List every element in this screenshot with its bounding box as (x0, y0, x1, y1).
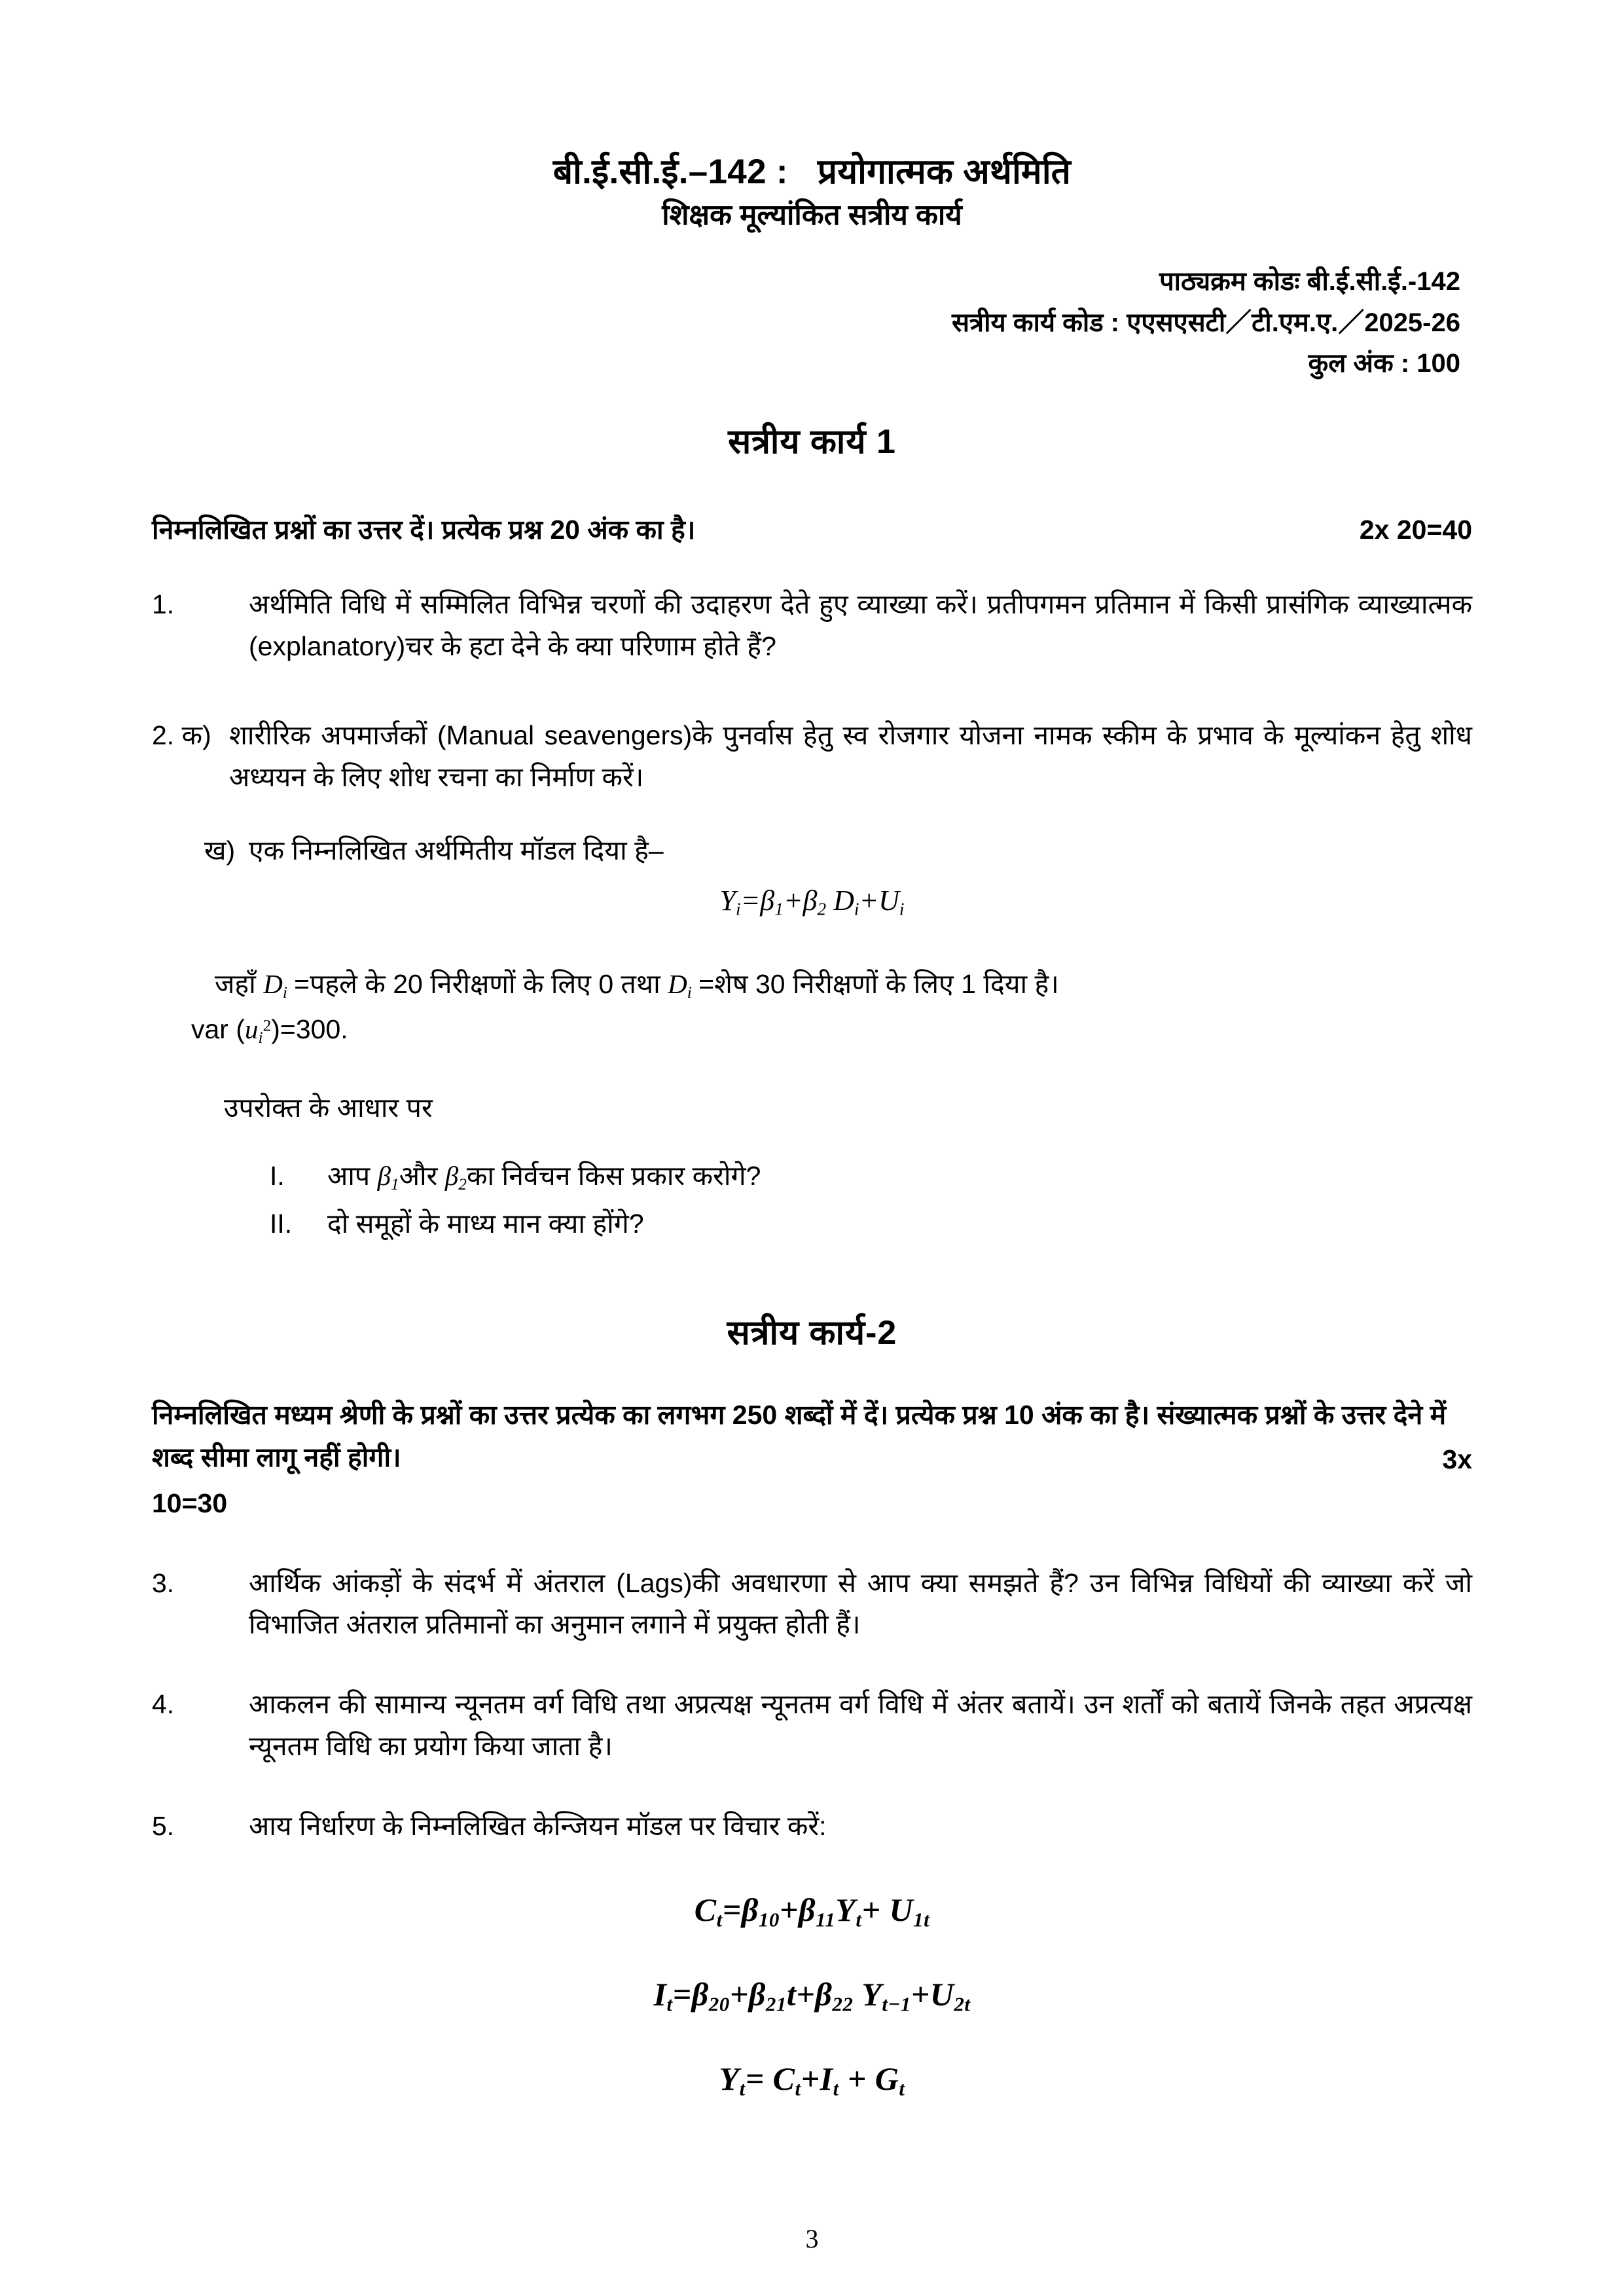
equation-consumption: $C_t=\beta_{10}+\beta_{11}Y_t+ U_{1t}$ (694, 1891, 930, 1931)
question-sub-text: एक निम्नलिखित अर्थमितीय मॉडल दिया है– (249, 835, 664, 866)
question-text: आय निर्धारण के निम्नलिखित केन्जियन मॉडल पर विचार करें: (249, 1811, 827, 1842)
course-code-line: पाठ्यक्रम कोडः बी.ई.सी.ई.-142 (1159, 267, 1460, 297)
question-item (152, 1806, 1472, 1848)
dummy-variable-definition (152, 962, 1472, 1006)
question-number: 4. (152, 1689, 175, 1720)
symbol-di: $D_i$ (263, 969, 287, 1002)
assignment-2-heading: सत्रीय कार्य-2 (727, 1314, 897, 1353)
assignment-meta-block (152, 261, 1472, 384)
question-text: आकलन की सामान्य न्यूनतम वर्ग विधि तथा अप्रत्यक्ष न्यूनतम वर्ग विधि में अंतर बतायें। उन शर्तों को बतायें जिनके तहत अप्रत्यक्ष न्यूनतम विधि का प्रयोग किया जाता है। (249, 1689, 1472, 1762)
based-on-above-label: उपरोक्त के आधार पर (224, 1092, 433, 1123)
question-number: 1. (152, 589, 175, 619)
roman-item-text: आप $\beta_1और$ $\beta_2का$ निर्वचन किस प्रकार करोगे? (327, 1160, 761, 1194)
equation-investment: $I_t=\beta_{20}+\beta_{21}t+\beta_{22}$ $Y_{t-1}+U_{2t}$ (653, 1975, 971, 2016)
page-number: 3 (805, 2224, 819, 2253)
question-text: अर्थमिति विधि में सम्मिलित विभिन्न चरणों की उदाहरण देते हुए व्याख्या करें। प्रतीपगमन प्रतिमान में किसी प्रासंगिक व्याख्यात्मक (explanatory)चर के हटा देने के क्या परिणाम होते हैं? (249, 589, 1472, 661)
question-text: शारीरिक अपमार्जकों (Manual seavengers)के पुनर्वास हेतु स्व रोजगार योजना नामक स्कीम के प्रभाव के मूल्यांकन हेतु शोध अध्ययन के लिए शोध रचना का निर्माण करें। (229, 720, 1472, 792)
assignment-1-marks-note: 2x 20=40 (1359, 514, 1472, 545)
assignment-code-line: सत्रीय कार्य कोड : एएसएसटी／टी.एम.ए.／2025-26 (952, 308, 1460, 337)
question-item (152, 1563, 1472, 1647)
where-clause-1: =पहले के 20 निरीक्षणों के लिए 0 तथा (294, 969, 668, 1000)
question-item (152, 715, 1472, 799)
symbol-beta1: $\beta_1$ (377, 1160, 399, 1194)
question-item (152, 1684, 1472, 1768)
roman-item-text-after: का निर्वचन किस प्रकार करोगे? (466, 1160, 761, 1191)
question-item (152, 584, 1472, 668)
roman-numeral: I. (270, 1160, 285, 1191)
variance-assumption: var $(u_i^2)=300$. (191, 1014, 348, 1048)
assignment-2-instruction-text: निम्नलिखित मध्यम श्रेणी के प्रश्नों का उत्तर प्रत्येक का लगभग 250 शब्दों में दें। प्रत्येक प्रश्न 10 अंक का है। संख्यात्मक प्रश्नों के उत्तर देने में शब्द सीमा लागू नहीं होगी। (152, 1400, 1447, 1473)
course-title: बी.ई.सी.ई.–142 : प्रयोगात्मक अर्थमिति (552, 153, 1072, 191)
equation-income-identity: $Y_t= C_t+I_t + G_t$ (719, 2060, 905, 2100)
assignment-1-instruction-text: निम्नलिखित प्रश्नों का उत्तर दें। प्रत्येक प्रश्न 20 अंक का है। (152, 514, 696, 545)
assignment-1-instructions (152, 509, 1472, 550)
where-prefix: जहाँ (215, 969, 264, 1000)
roman-item-text-before: आप (327, 1160, 378, 1191)
document-header (152, 0, 1472, 232)
question-sub-label: ख) (204, 835, 236, 866)
assignment-2-marks-part1: 3x (1442, 1444, 1472, 1474)
assignment-2-marks-part2: 10=30 (152, 1487, 228, 1518)
assignment-1-heading: सत्रीय कार्य 1 (728, 422, 896, 461)
total-marks-line: कुल अंक : 100 (1308, 349, 1460, 378)
question-sub-item (152, 830, 1472, 872)
symbol-beta2: $\beta_2$ (444, 1160, 467, 1194)
roman-numeral: II. (270, 1209, 293, 1239)
list-item (270, 1202, 1472, 1245)
question-number: 3. (152, 1567, 175, 1598)
question-text: आर्थिक आंकड़ों के संदर्भ में अंतराल (Lags)की अवधारणा से आप क्या समझते हैं? उन विभिन्न विधियों की व्याख्या करें जो विभाजित अंतराल प्रतिमानों का अनुमान लगाने में प्रयुक्त होती हैं। (249, 1567, 1472, 1640)
question-number: 5. (152, 1811, 175, 1842)
question-number: 2. क) (152, 720, 211, 750)
equation-model-yi: $Y_i=\beta_1+\beta_2$ $D_i+U_i$ (719, 884, 905, 919)
assignment-kind-subtitle: शिक्षक मूल्यांकित सत्रीय कार्य (662, 198, 962, 231)
symbol-di-2: $D_i$ (668, 969, 692, 1002)
list-item (270, 1154, 1472, 1198)
assignment-2-marks-note-2 (152, 1482, 1472, 1525)
roman-sub-question-list (152, 1154, 1472, 1246)
roman-item-text: दो समूहों के माध्य मान क्या होंगे? (327, 1209, 644, 1239)
where-clause-2: =शेष 30 निरीक्षणों के लिए 1 दिया है। (698, 969, 1059, 1000)
